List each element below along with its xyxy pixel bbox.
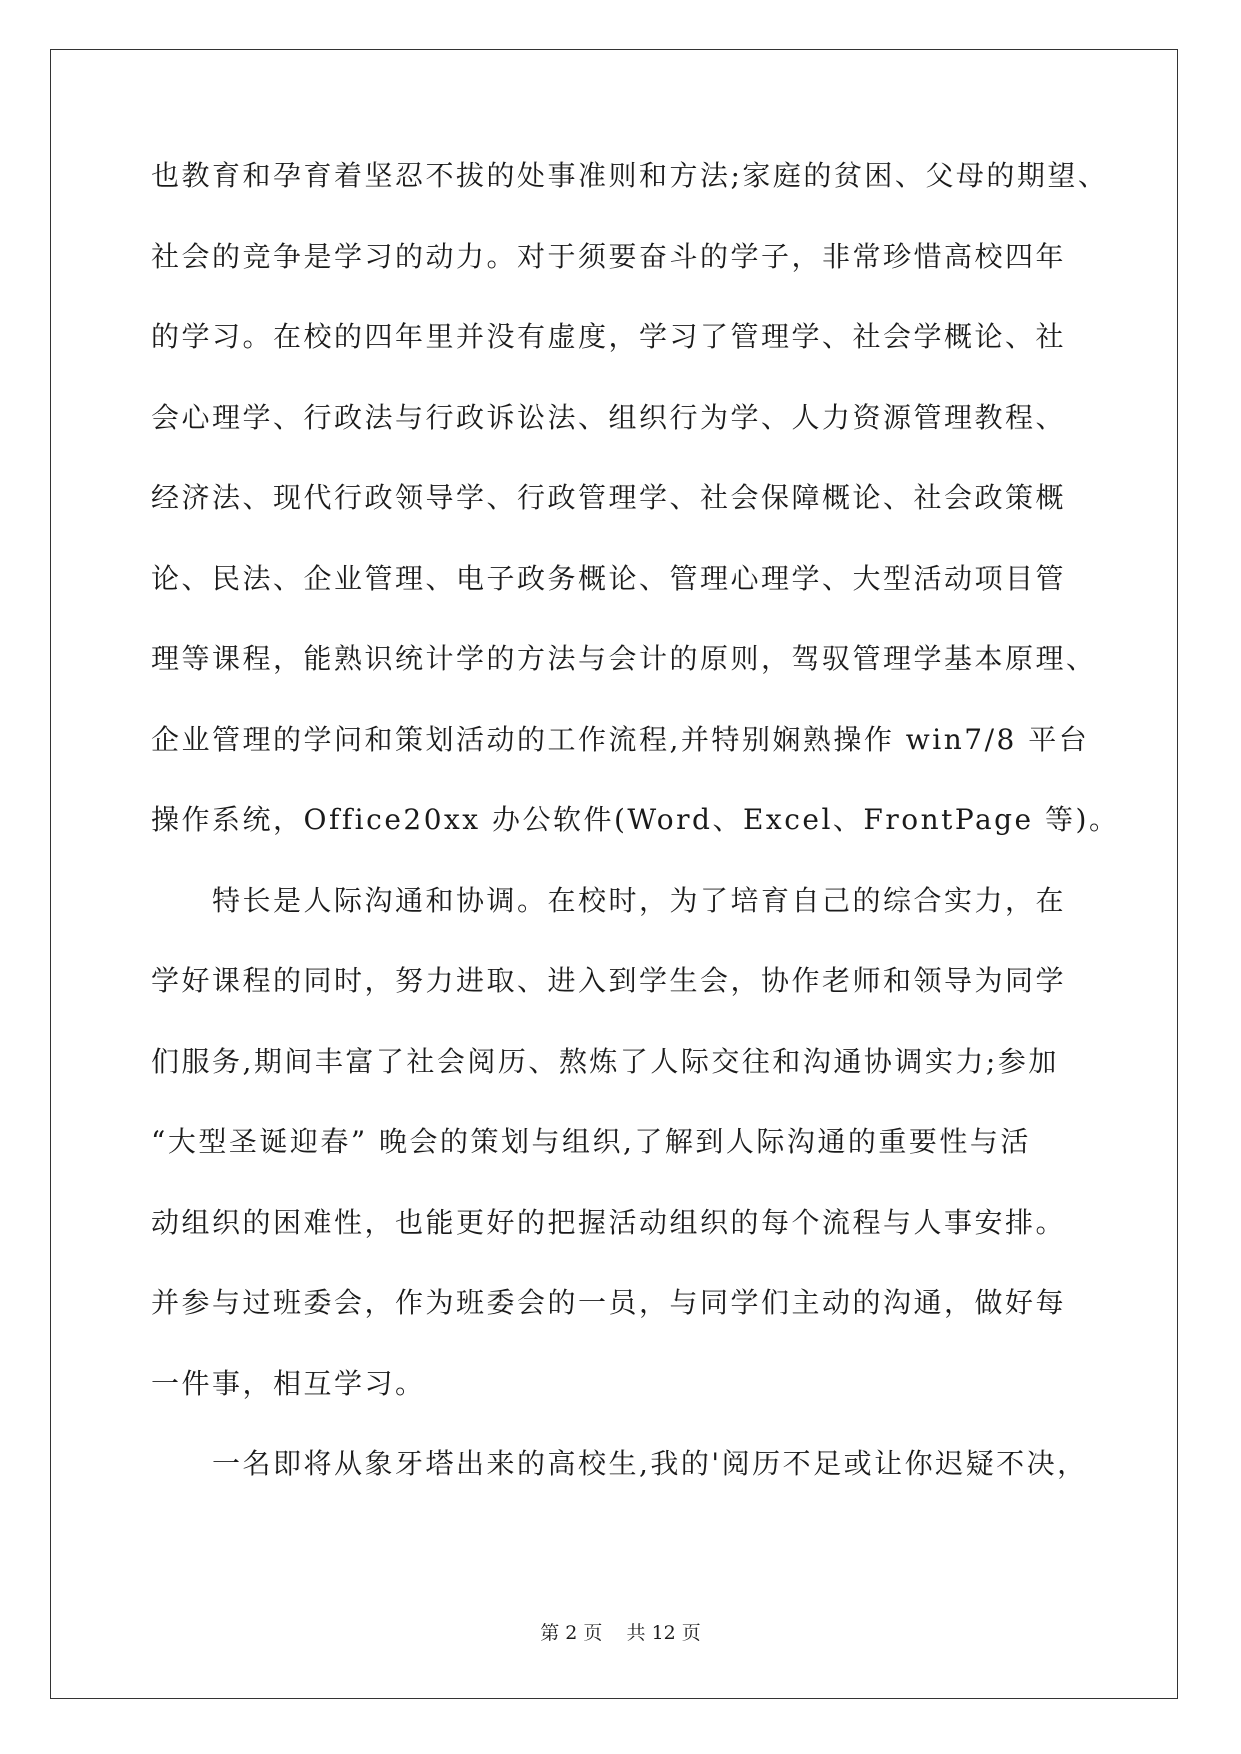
paragraph-line: 操作系统，Office20xx 办公软件(Word、Excel、FrontPage 等)。 <box>151 803 1120 836</box>
paragraph-line: 企业管理的学问和策划活动的工作流程,并特别娴熟操作 win7/8 平台 <box>151 722 1090 756</box>
paragraph-line: 论、民法、企业管理、电子政务概论、管理心理学、大型活动项目管 <box>151 561 1067 595</box>
paragraph-line: 理等课程，能熟识统计学的方法与会计的原则，驾驭管理学基本原理、 <box>151 642 1097 675</box>
paragraph-line: 社会的竞争是学习的动力。对于须要奋斗的学子，非常珍惜高校四年 <box>151 239 1067 273</box>
paragraph-line: 经济法、现代行政领导学、行政管理学、社会保障概论、社会政策概 <box>151 481 1067 514</box>
paragraph-line: 特长是人际沟通和协调。在校时，为了培育自己的综合实力，在 <box>212 883 1067 917</box>
paragraph-line: 的学习。在校的四年里并没有虚度，学习了管理学、社会学概论、社 <box>151 320 1067 353</box>
page-number-footer: 第 2 页 共 12 页 <box>540 1622 701 1644</box>
document-body <box>151 152 1120 1521</box>
paragraph-line: 一名即将从象牙塔出来的高校生,我的'阅历不足或让你迟疑不决， <box>212 1447 1088 1480</box>
paragraph-line: 学好课程的同时，努力进取、进入到学生会，协作老师和领导为同学 <box>151 964 1067 997</box>
paragraph-line: 会心理学、行政法与行政诉讼法、组织行为学、人力资源管理教程、 <box>151 400 1067 434</box>
paragraph-line: 一件事，相互学习。 <box>151 1366 426 1400</box>
paragraph-line: “大型圣诞迎春” 晚会的策划与组织,了解到人际沟通的重要性与活 <box>151 1125 1031 1158</box>
paragraph-line: 们服务,期间丰富了社会阅历、熬炼了人际交往和沟通协调实力;参加 <box>151 1044 1059 1078</box>
paragraph-line: 动组织的困难性，也能更好的把握活动组织的每个流程与人事安排。 <box>151 1205 1067 1239</box>
paragraph-line: 并参与过班委会，作为班委会的一员，与同学们主动的沟通，做好每 <box>151 1286 1067 1319</box>
paragraph-line: 也教育和孕育着坚忍不拔的处事准则和方法;家庭的贫困、父母的期望、 <box>151 159 1109 192</box>
